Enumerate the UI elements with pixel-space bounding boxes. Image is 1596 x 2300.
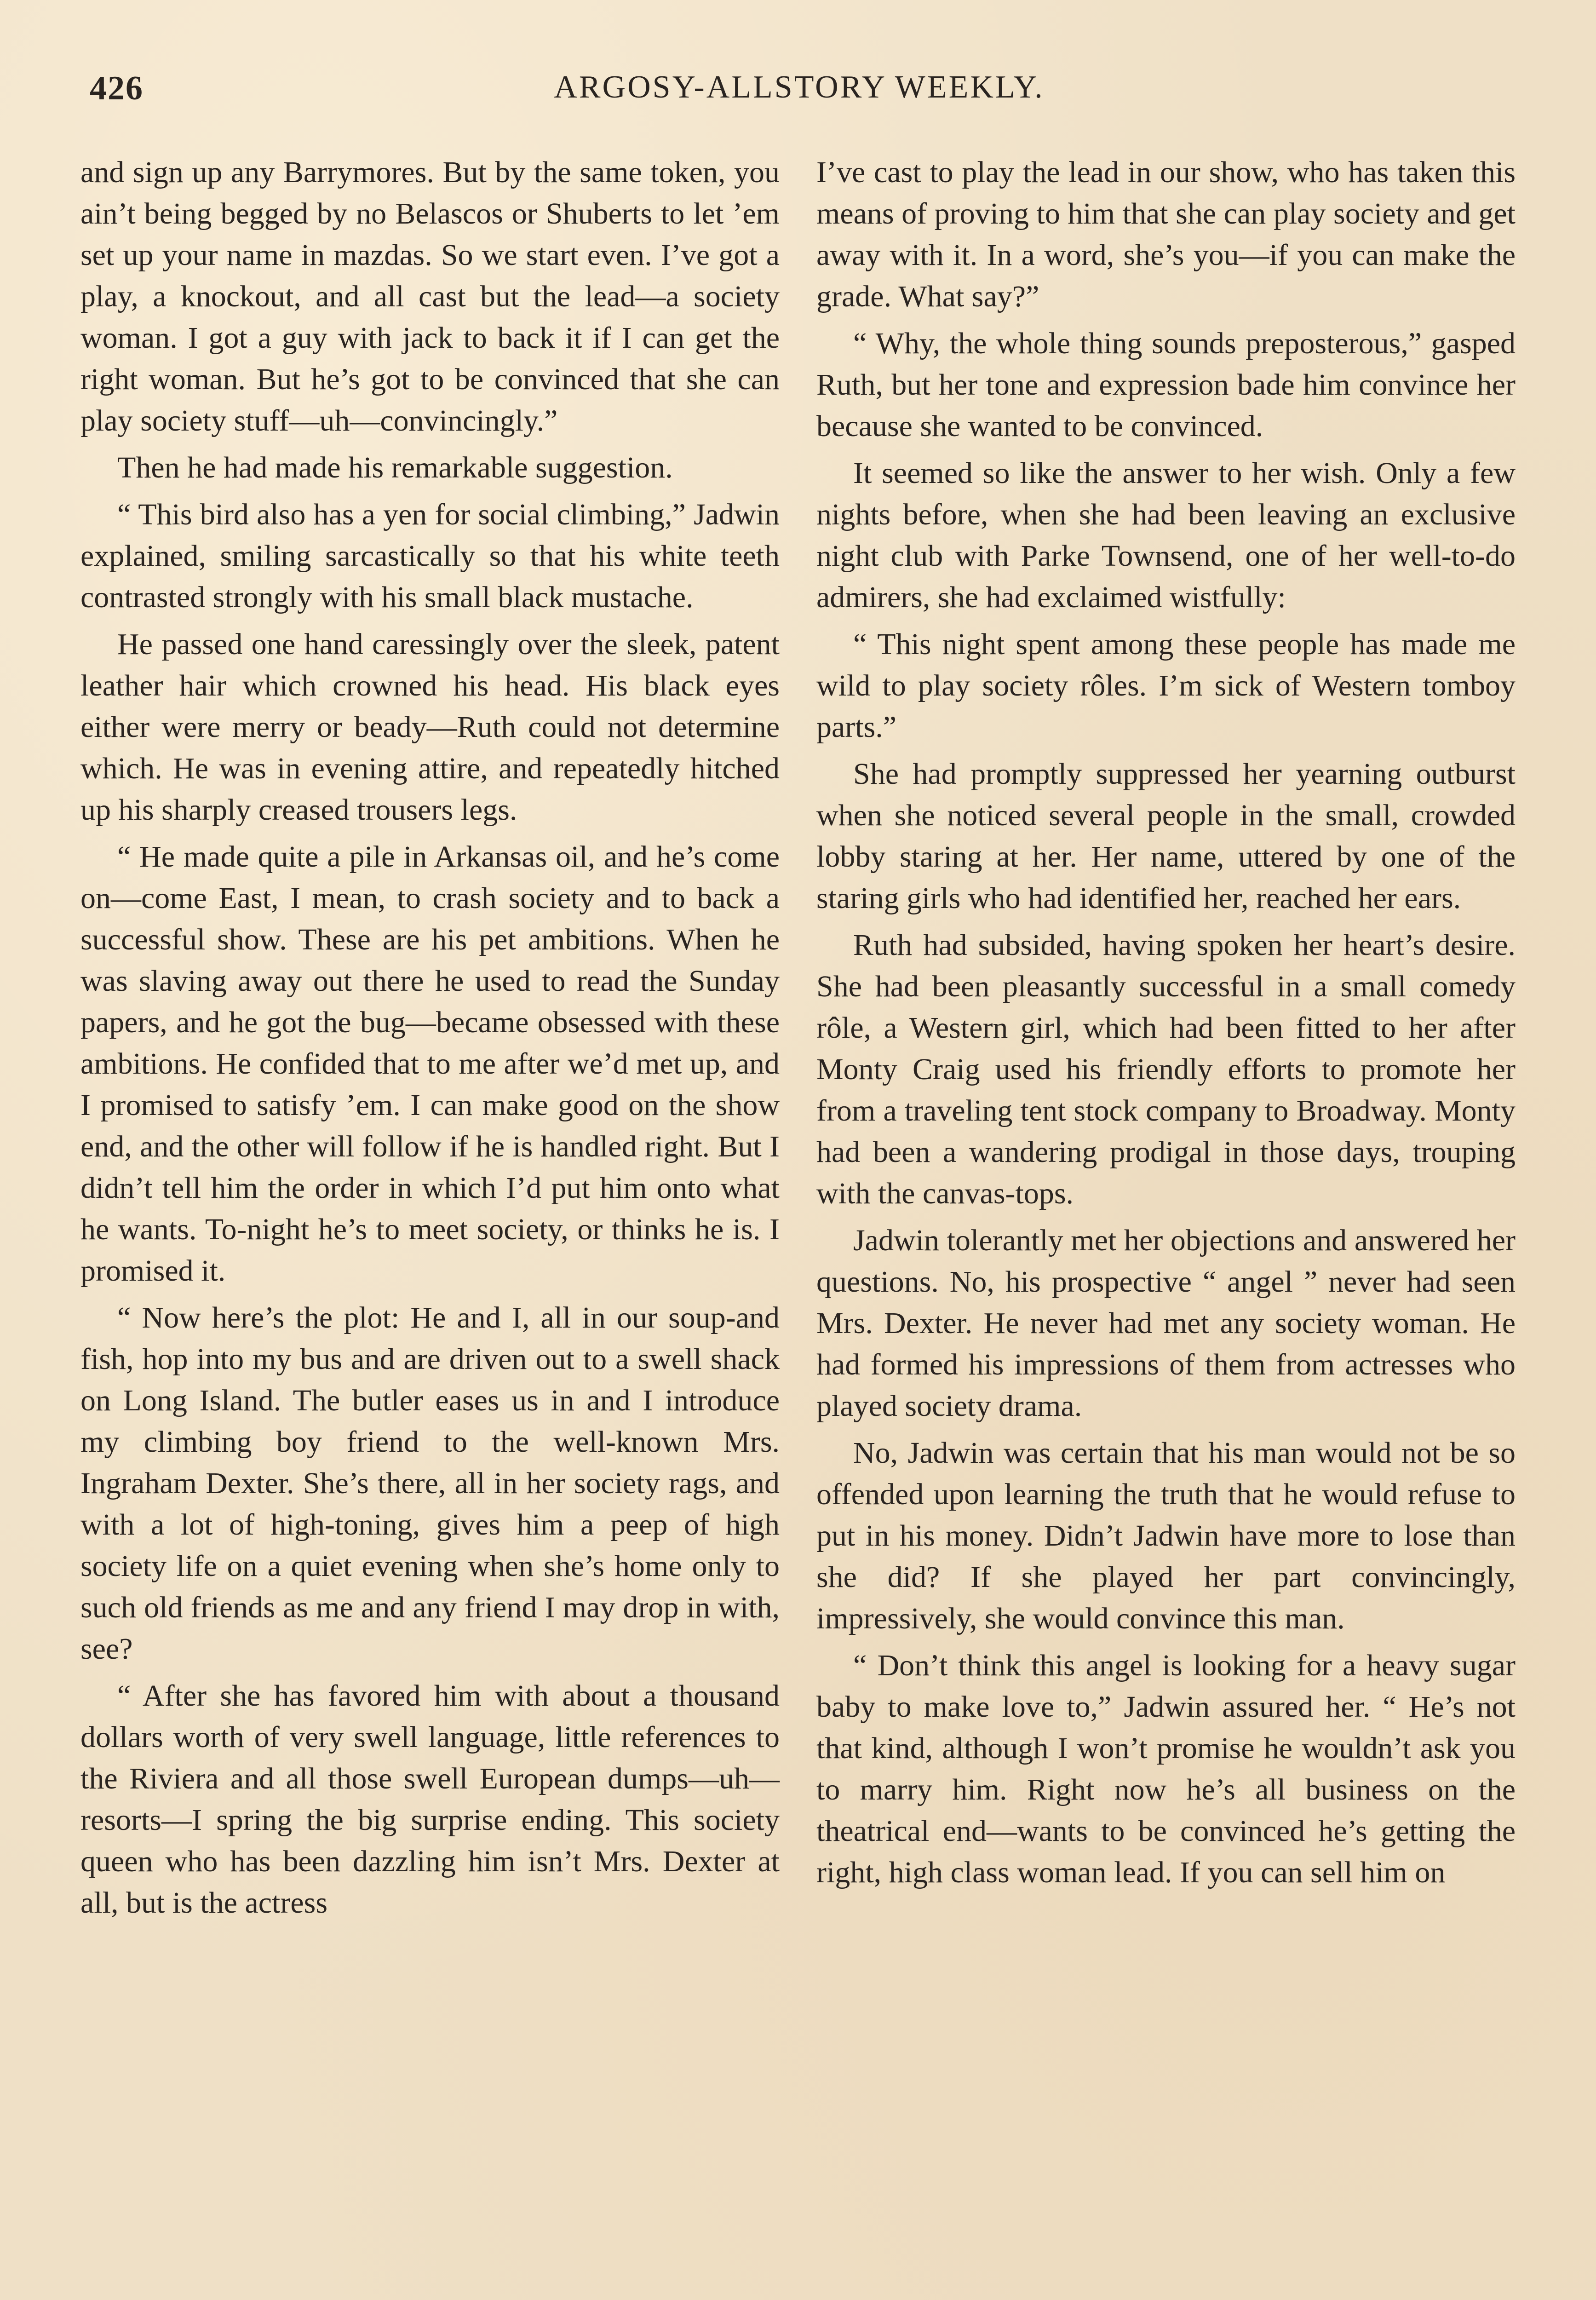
paragraph: “ This bird also has a yen for social climbing,” Jadwin explained, smiling sarcastically so that his white teeth contrasted strongly with his small black mustache.	[80, 498, 780, 614]
right-column	[816, 152, 1516, 2300]
paragraph: “ Why, the whole thing sounds preposterous,” gasped Ruth, but her tone and expression bade him convince her because she wanted to be convinced.	[816, 327, 1516, 443]
page-header	[80, 69, 1518, 124]
paragraph: “ After she has favored him with about a thousand dollars worth of very swell language, little references to the Riviera and all those swell European dumps—uh—resorts—I spring the big surprise ending. This society queen who has been dazzling him isn’t Mrs. Dexter at all, but is the actress	[80, 1679, 780, 1920]
paragraph: “ He made quite a pile in Arkansas oil, and he’s come on—come East, I mean, to crash society and to back a successful show. These are his pet ambitions. When he was slaving away out there he used to read the Sunday papers, and he got the bug—became obsessed with these ambitions. He confided that to me after we’d met up, and I promised to satisfy ’em. I can make good on the show end, and the other will follow if he is handled right. But I didn’t tell him the order in which I’d put him onto what he wants. To-night he’s to meet society, or thinks he is. I promised it.	[80, 840, 780, 1288]
page-number: 426	[90, 69, 144, 107]
text-columns	[80, 152, 1516, 2300]
paragraph: Ruth had subsided, having spoken her heart’s desire. She had been pleasantly successful in a small comedy rôle, a Western girl, which had been fitted to her after Monty Craig used his friendly efforts to promote her from a traveling tent stock company to Broadway. Monty had been a wandering prodigal in those days, trouping with the canvas-tops.	[816, 928, 1516, 1210]
paragraph: “ This night spent among these people has made me wild to play society rôles. I’m sick of Western tomboy parts.”	[816, 627, 1516, 744]
paragraph: He passed one hand caressingly over the sleek, patent leather hair which crowned his head. His black eyes either were merry or beady—Ruth could not determine which. He was in evening attire, and repeatedly hitched up his sharply creased trousers legs.	[80, 627, 780, 827]
paragraph: No, Jadwin was certain that his man would not be so offended upon learning the truth that he would refuse to put in his money. Didn’t Jadwin have more to lose than she did? If she played her part convincingly, impressively, she would convince this man.	[816, 1436, 1516, 1635]
paragraph: It seemed so like the answer to her wish. Only a few nights before, when she had been leaving an exclusive night club with Parke Townsend, one of her well-to-do admirers, she had exclaimed wistfully:	[816, 456, 1516, 614]
paragraph: Then he had made his remarkable suggestion.	[117, 451, 673, 484]
left-column	[80, 152, 780, 2300]
paragraph: She had promptly suppressed her yearning outburst when she noticed several people in the small, crowded lobby staring at her. Her name, uttered by one of the staring girls who had identified her, reached her ears.	[816, 757, 1516, 915]
running-head: ARGOSY-ALLSTORY WEEKLY.	[554, 69, 1045, 105]
paragraph: “ Now here’s the plot: He and I, all in our soup-and fish, hop into my bus and are driven out to a swell shack on Long Island. The butler eases us in and I introduce my climbing boy friend to the well-known Mrs. Ingraham Dexter. She’s there, all in her society rags, and with a lot of high-toning, gives him a peep of high society life on a quiet evening when she’s home only to such old friends as me and any friend I may drop in with, see?	[80, 1301, 780, 1666]
paragraph: “ Don’t think this angel is looking for a heavy sugar baby to make love to,” Jadwin assured her. “ He’s not that kind, although I won’t promise he wouldn’t ask you to marry him. Right now he’s all business on the theatrical end—wants to be convinced he’s getting the right, high class woman lead. If you can sell him on	[816, 1649, 1516, 1889]
paragraph: I’ve cast to play the lead in our show, who has taken this means of proving to him that she can play society and get away with it. In a word, she’s you—if you can make the grade. What say?”	[816, 155, 1516, 313]
paragraph: and sign up any Barrymores. But by the same token, you ain’t being begged by no Belascos or Shuberts to let ’em set up your name in mazdas. So we start even. I’ve got a play, a knockout, and all cast but the lead—a society woman. I got a guy with jack to back it if I can get the right woman. But he’s got to be convinced that she can play society stuff—uh—convincingly.”	[80, 155, 780, 437]
paragraph: Jadwin tolerantly met her objections and answered her questions. No, his prospective “ angel ” never had seen Mrs. Dexter. He never had met any society woman. He had formed his impressions of them from actresses who played society drama.	[816, 1224, 1516, 1423]
